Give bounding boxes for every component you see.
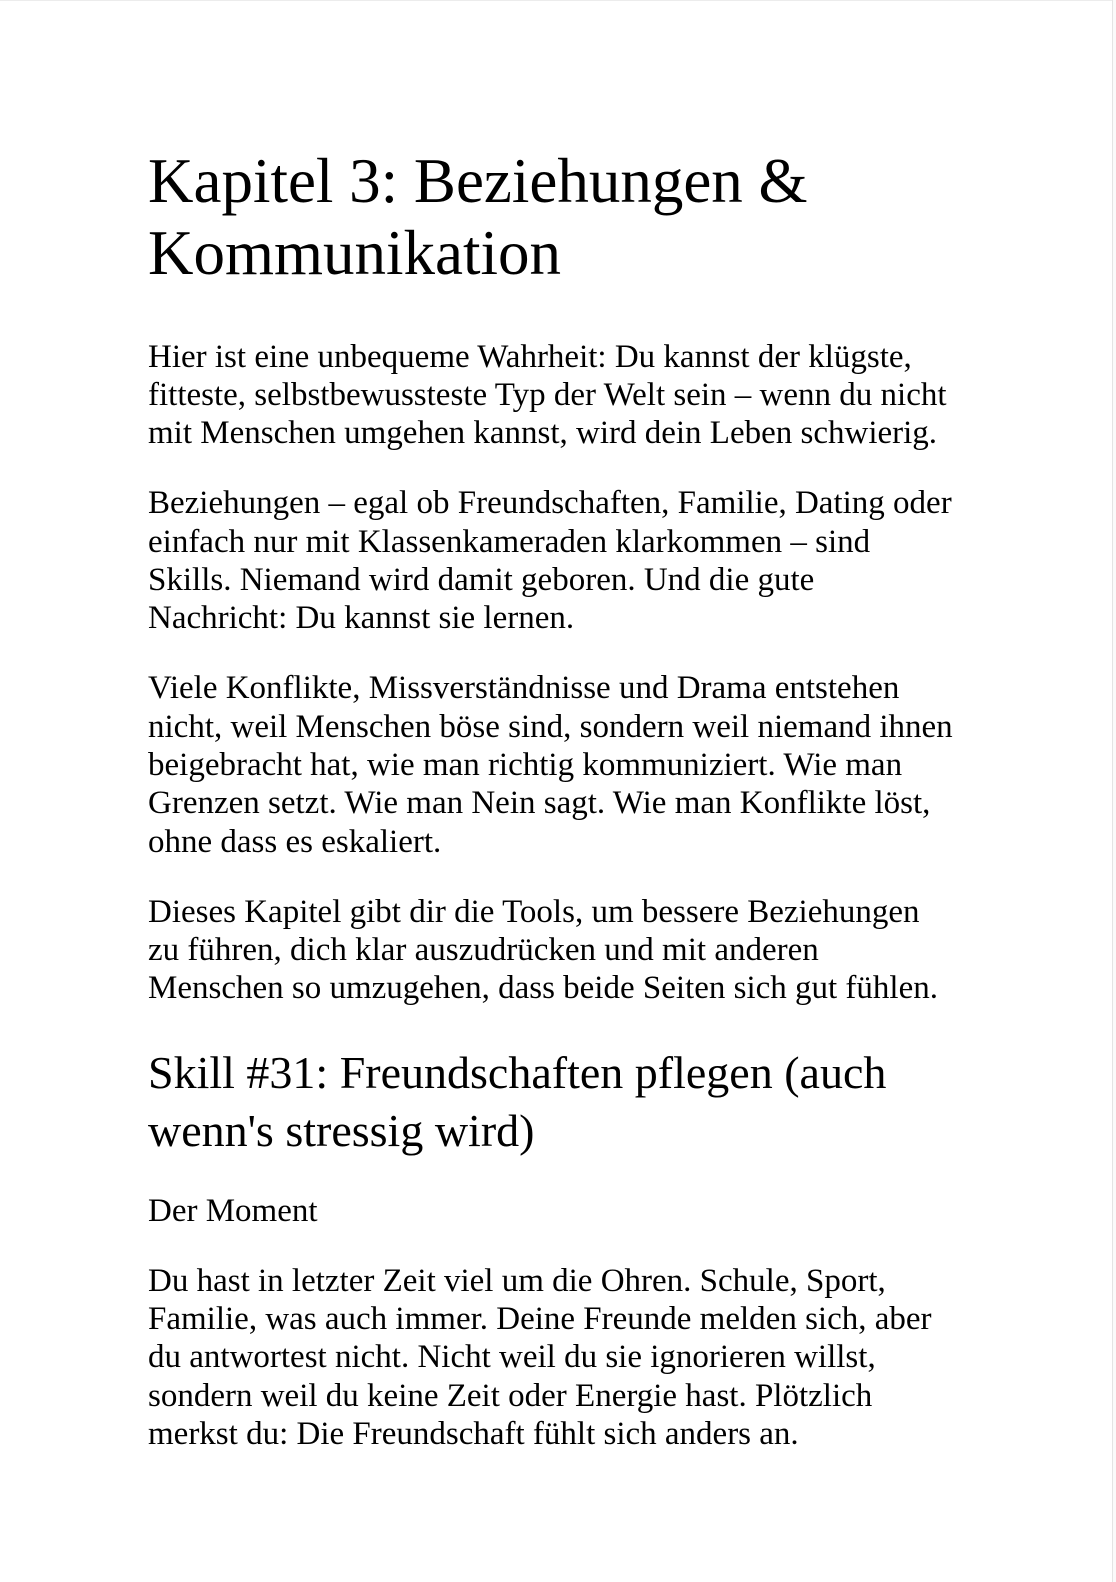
intro-paragraph-4: Dieses Kapitel gibt dir die Tools, um bessere Beziehungen zu führen, dich klar auszudrücken und mit anderen Menschen so umzugehen, dass beide Seiten sich gut fühlen. bbox=[148, 893, 938, 1007]
page-top-edge bbox=[0, 0, 1116, 1]
intro-paragraph-3: Viele Konflikte, Missverständnisse und Drama entstehen nicht, weil Menschen böse sind, sondern weil niemand ihnen beigebracht hat, wie man richtig kommuniziert. Wie man Grenzen setzt. Wie man Nein sagt. Wie man Konflikte löst, ohne dass es eskaliert. bbox=[148, 670, 953, 860]
chapter-title: Kapitel 3: Beziehungen & Kommunikation bbox=[148, 146, 808, 288]
intro-paragraph-1: Hier ist eine unbequeme Wahrheit: Du kannst der klügste, fitteste, selbstbewussteste Typ der Welt sein – wenn du nicht mit Menschen umgehen kannst, wird dein Leben schwierig. bbox=[148, 338, 947, 452]
moment-paragraph: Du hast in letzter Zeit viel um die Ohren. Schule, Sport, Familie, was auch immer. Deine Freunde melden sich, aber du antwortest nicht. Nicht weil du sie ignorieren willst, sondern weil du keine Zeit oder Energie hast. Plötzlich merkst du: Die Freundschaft fühlt sich anders an. bbox=[148, 1262, 932, 1452]
intro-paragraph-2: Beziehungen – egal ob Freundschaften, Familie, Dating oder einfach nur mit Klassenkameraden klarkommen – sind Skills. Niemand wird damit geboren. Und die gute Nachricht: Du kannst sie lernen. bbox=[148, 485, 952, 637]
skill-heading: Skill #31: Freundschaften pflegen (auch wenn's stressig wird) bbox=[148, 1046, 887, 1156]
page-right-edge bbox=[1112, 0, 1113, 1582]
moment-label: Der Moment bbox=[148, 1192, 318, 1229]
